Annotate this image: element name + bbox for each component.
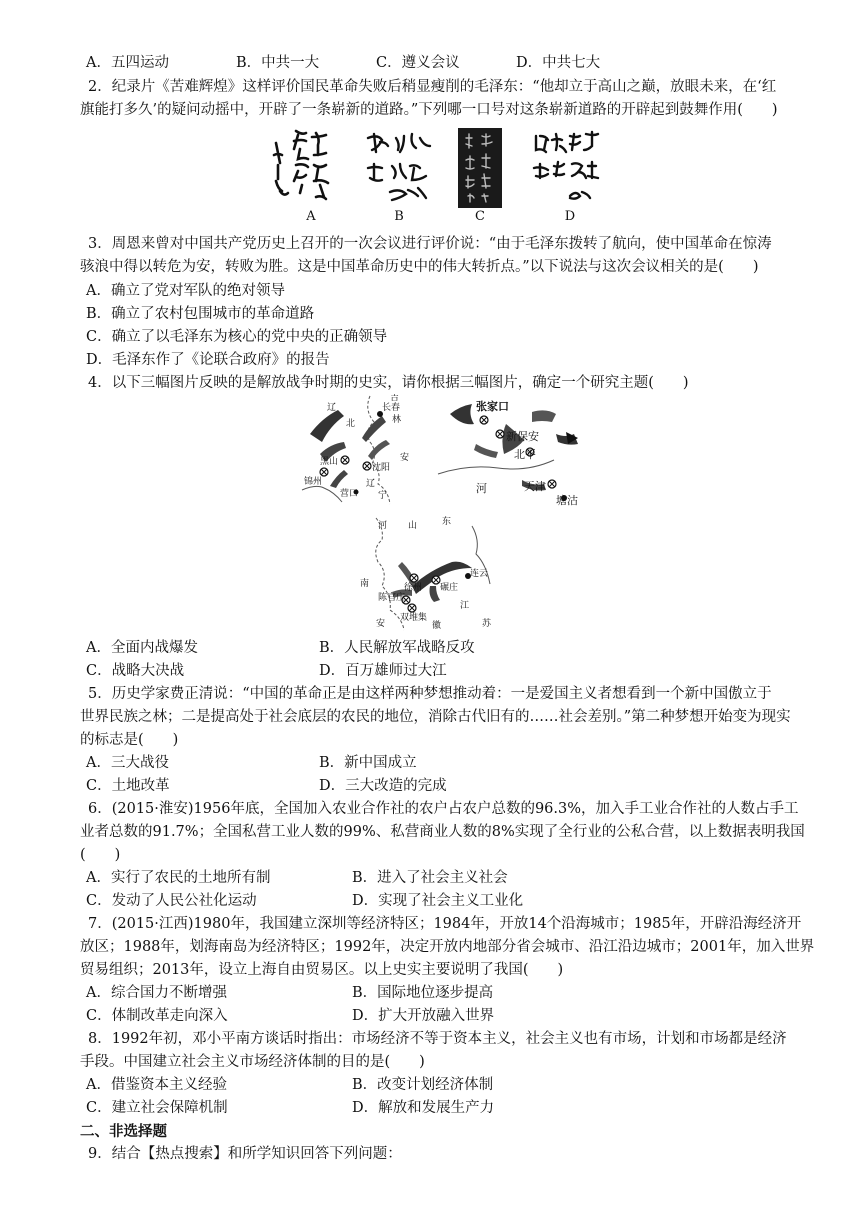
q1-option-c[interactable]: C．遵义会议 xyxy=(376,55,460,71)
q8-option-c[interactable]: C．建立社会保障机制 xyxy=(86,1100,228,1116)
map2-label-xinbaoan: 新保安 xyxy=(506,430,539,443)
map3-label-xuzhou: 徐州 xyxy=(404,583,423,593)
q3-stem-line1: 3．周恩来曾对中国共产党历史上召开的一次会议进行评价说：“由于毛泽东拨转了航向，使中国革命在惊涛 xyxy=(88,236,772,252)
image-label-b: B xyxy=(394,209,404,224)
map3-label-shan: 山 xyxy=(408,521,418,531)
q4-options-row1 xyxy=(86,637,806,660)
q8-stem-line1: 8．1992年初，邓小平南方谈话时指出：市场经济不等于资本主义，社会主义也有市场，计划和市场都是经济 xyxy=(88,1031,787,1047)
q3-option-d[interactable]: D．毛泽东作了《论联合政府》的报告 xyxy=(86,352,330,368)
q3-stem-line2: 骇浪中得以转危为安，转败为胜。这是中国革命历史中的伟大转折点。”以下说法与这次会议相关的是( ) xyxy=(80,259,759,275)
q7-option-b[interactable]: B．国际地位逐步提高 xyxy=(352,985,494,1001)
map1-label-changchun: 长春 xyxy=(382,403,401,413)
map2-label-zhangjiakou: 张家口 xyxy=(476,400,509,413)
map3-label-hui: 徽 xyxy=(432,621,442,631)
q3-option-c[interactable]: C．确立了以毛泽东为核心的党中央的正确领导 xyxy=(86,329,388,345)
q8-options-row2 xyxy=(86,1097,806,1120)
map2-label-tanggu: 塘沽 xyxy=(556,494,578,506)
q6-stem-line2: 业者总数的91.7%；全国私营工业人数的99%、私营商业人数的8%实现了全行业的公私合营，以上数据表明我国 xyxy=(80,824,805,840)
q7-options-row1 xyxy=(86,982,806,1005)
calligraphy-image-b xyxy=(360,128,450,206)
q7-option-c[interactable]: C．体制改革走向深入 xyxy=(86,1008,228,1024)
q1-options xyxy=(86,52,806,75)
map1-label-shenyang: 沈阳 xyxy=(372,463,391,473)
q6-options-row1 xyxy=(86,867,806,890)
q7-option-d[interactable]: D．扩大开放融入世界 xyxy=(352,1008,495,1024)
map1-label-liao2: 辽 xyxy=(366,479,376,489)
map3-label-he: 河 xyxy=(378,521,388,531)
map-huaihai xyxy=(352,516,502,632)
q7-stem-line3: 贸易组织；2013年，设立上海自由贸易区。以上史实主要说明了我国( ) xyxy=(80,962,564,978)
q5-stem-line1: 5．历史学家费正清说：“中国的革命正是由这样两种梦想推动着：一是爱国主义者想看到一个新中国傲立于 xyxy=(88,686,772,702)
map1-label-heishan: 黑山 xyxy=(320,457,339,467)
image-label-c: C xyxy=(475,209,485,224)
map2-label-beiping: 北平 xyxy=(514,448,536,461)
q6-option-b[interactable]: B．进入了社会主义社会 xyxy=(352,870,508,886)
map3-label-su: 苏 xyxy=(482,619,492,629)
q2-stem-line1: 2．纪录片《苦难辉煌》这样评价国民革命失败后稍显瘦削的毛泽东：“他却立于高山之巅，放眼未来，在‘红 xyxy=(88,79,777,95)
q1-option-d[interactable]: D．中共七大 xyxy=(516,55,601,71)
q4-stem: 4．以下三幅图片反映的是解放战争时期的史实，请你根据三幅图片，确定一个研究主题( ) xyxy=(88,375,689,391)
map1-label-bei: 北 xyxy=(346,419,356,429)
q8-option-d[interactable]: D．解放和发展生产力 xyxy=(352,1100,495,1116)
map1-label-yingkou: 营口 xyxy=(340,489,359,499)
q5-options-row1 xyxy=(86,752,806,775)
q7-options-row2 xyxy=(86,1005,806,1028)
map-liaoshen xyxy=(300,394,426,506)
map1-label-jinzhou: 锦州 xyxy=(304,477,323,487)
q5-option-c[interactable]: C．土地改革 xyxy=(86,778,170,794)
q8-option-b[interactable]: B．改变计划经济体制 xyxy=(352,1077,494,1093)
q5-option-a[interactable]: A．三大战役 xyxy=(86,755,169,771)
q6-option-c[interactable]: C．发动了人民公社化运动 xyxy=(86,893,257,909)
calligraphy-image-a xyxy=(268,125,344,209)
q7-stem-line1: 7．(2015·江西)1980年，我国建立深圳等经济特区；1984年，开放14个沿海城市；1985年，开辟沿海经济开 xyxy=(88,916,802,932)
map1-label-ning: 宁 xyxy=(378,491,388,501)
q4-option-b[interactable]: B．人民解放军战略反攻 xyxy=(319,640,475,656)
map3-label-nan: 南 xyxy=(360,579,370,589)
map2-label-he: 河 xyxy=(476,482,487,495)
q8-option-a[interactable]: A．借鉴资本主义经验 xyxy=(86,1077,227,1093)
map-pingjin xyxy=(436,394,586,506)
q5-option-d[interactable]: D．三大改造的完成 xyxy=(319,778,447,794)
q6-stem-line1: 6．(2015·淮安)1956年底，全国加入农业合作社的农户占农户总数的96.3%，加入手工业合作社的人数占手工 xyxy=(88,801,799,817)
q3-option-a[interactable]: A．确立了党对军队的绝对领导 xyxy=(86,283,285,299)
calligraphy-image-c xyxy=(458,128,502,208)
map1-label-ji: 吉 xyxy=(390,394,400,403)
q5-options-row2 xyxy=(86,775,806,798)
map2-label-tianjin: 天津 xyxy=(524,480,546,493)
map3-label-shuangduiji: 双堆集 xyxy=(400,613,428,623)
map3-label-an: 安 xyxy=(376,619,386,629)
map1-label-an: 安 xyxy=(400,453,410,463)
q9-stem: 9．结合【热点搜索】和所学知识回答下列问题： xyxy=(88,1146,402,1162)
q1-option-b[interactable]: B．中共一大 xyxy=(236,55,320,71)
q8-stem-line2: 手段。中国建立社会主义市场经济体制的目的是( ) xyxy=(80,1054,425,1070)
q2-stem-line2: 旗能打多久’的疑问动摇中，开辟了一条崭新的道路。”下列哪一口号对这条崭新道路的开辟起到鼓舞作用( ) xyxy=(80,102,778,118)
q5-option-b[interactable]: B．新中国成立 xyxy=(319,755,417,771)
calligraphy-image-d xyxy=(530,128,610,208)
q4-option-d[interactable]: D．百万雄师过大江 xyxy=(319,663,447,679)
q6-stem-line3: ( ) xyxy=(80,847,121,863)
q7-stem-line2: 放区；1988年，划海南岛为经济特区；1992年，决定开放内地部分省会城市、沿江沿边城市；2001年，加入世界 xyxy=(80,939,815,955)
map1-label-lin: 林 xyxy=(392,415,402,425)
image-label-d: D xyxy=(564,209,576,224)
q5-stem-line2: 世界民族之林；二是提高处于社会底层的农民的地位，消除古代旧有的……社会差别。”第二种梦想开始变为现实 xyxy=(80,709,791,725)
map1-label-liao: 辽 xyxy=(327,403,337,413)
map3-label-dong: 东 xyxy=(442,517,452,527)
map3-label-nianzhuang: 碾庄 xyxy=(440,583,459,593)
q6-option-a[interactable]: A．实行了农民的土地所有制 xyxy=(86,870,271,886)
map3-label-jiang: 江 xyxy=(460,601,470,611)
section-heading-non-choice: 二、非选择题 xyxy=(80,1123,167,1140)
q4-options-row2 xyxy=(86,660,806,683)
q8-options-row1 xyxy=(86,1074,806,1097)
q5-stem-line3: 的标志是( ) xyxy=(80,732,179,748)
map3-label-lianyun: 连云 xyxy=(470,569,489,579)
q6-option-d[interactable]: D．实现了社会主义工业化 xyxy=(352,893,524,909)
image-label-a: A xyxy=(306,209,316,224)
q4-option-a[interactable]: A．全面内战爆发 xyxy=(86,640,198,656)
q3-option-b[interactable]: B．确立了农村包围城市的革命道路 xyxy=(86,306,315,322)
q4-option-c[interactable]: C．战略大决战 xyxy=(86,663,185,679)
q7-option-a[interactable]: A．综合国力不断增强 xyxy=(86,985,227,1001)
q1-option-a[interactable]: A．五四运动 xyxy=(86,55,169,71)
q6-options-row2 xyxy=(86,890,806,913)
map3-label-chenguanzhuang: 陈官庄 xyxy=(378,593,406,603)
